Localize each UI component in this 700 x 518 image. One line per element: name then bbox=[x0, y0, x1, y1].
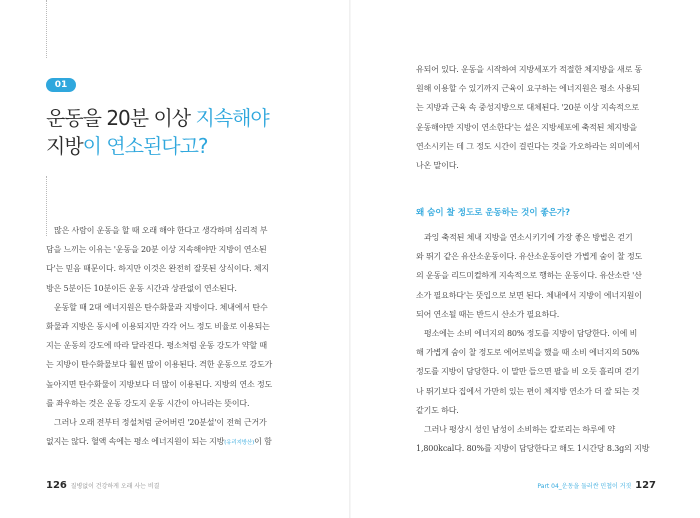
body-line: 화물과 지방은 동시에 이용되지만 각각 어느 정도 비율로 이용되는 bbox=[46, 322, 270, 332]
body-line: 나온 말이다. bbox=[416, 161, 459, 171]
page-number: 127 bbox=[635, 480, 656, 491]
body-line: 다'는 믿음 때문이다. 하지만 이것은 완전히 잘못된 상식이다. 체지 bbox=[46, 264, 270, 274]
body-line: 같기도 하다. bbox=[416, 405, 459, 415]
body-line: 를 좌우하는 것은 운동 강도지 운동 시간이 아니라는 뜻이다. bbox=[46, 398, 250, 408]
section-subheading: 왜 숨이 찰 정도로 운동하는 것이 좋은가? bbox=[416, 208, 571, 218]
body-line: 과잉 축적된 체내 지방을 연소시키기에 가장 좋은 방법은 걷기 bbox=[424, 233, 633, 242]
page-number: 126 bbox=[46, 480, 67, 491]
title-line2-dark: 이 연소된다고? bbox=[82, 134, 208, 158]
body-line: 나 뛰기보다 집에서 가만히 있는 편이 체지방 연소가 더 잘 되는 것 bbox=[416, 386, 640, 396]
body-line: 되어 연소될 때는 반드시 산소가 필요하다. bbox=[416, 309, 560, 319]
title-line2-accent: 지방 bbox=[46, 134, 83, 158]
body-line: 해 가볍게 숨이 찰 정도로 에어로빅을 했을 때 소비 에너지의 50% bbox=[416, 348, 640, 358]
body-line: 그러나 평상시 성인 남성이 소비하는 칼로리는 하루에 약 bbox=[424, 425, 616, 435]
right-body-top bbox=[416, 60, 672, 175]
right-body-bottom bbox=[416, 228, 672, 458]
title-line1-accent: 지속해야 bbox=[195, 106, 269, 130]
body-line: 평소에는 소비 에너지의 80% 정도를 지방이 담당한다. 이에 비 bbox=[424, 329, 638, 339]
body-line: 원해 이용할 수 있기까지 근육이 요구하는 에너지원은 평소 사용되 bbox=[416, 84, 640, 94]
left-body bbox=[46, 221, 308, 453]
book-title: 질병없이 건강하게 오래 사는 비결 bbox=[70, 483, 160, 490]
body-line: 연소시키는 데 그 정도 시간이 걸린다는 것을 가오하라는 의미에서 bbox=[416, 141, 640, 151]
body-line: 는 지방과 근육 속 중성지방으로 대체된다. '20분 이상 지속적으로 bbox=[416, 103, 639, 113]
body-line: 운동할 때 2대 에너지원은 탄수화물과 지방이다. 체내에서 탄수 bbox=[54, 302, 268, 312]
body-line: 많은 사람이 운동을 할 때 오래 해야 한다고 생각하며 심리적 부 bbox=[54, 226, 268, 235]
right-page bbox=[350, 0, 700, 518]
body-line-text: 없지는 않다. 혈액 속에는 평소 에너지원이 되는 지방 bbox=[46, 437, 225, 447]
body-line: 정도를 지방이 담당한다. 이 말만 들으면 팔을 비 오듯 흘리며 걷기 bbox=[416, 367, 640, 377]
body-line-tail: 이 함 bbox=[254, 437, 272, 447]
section-badge: 01 bbox=[46, 78, 76, 92]
body-line: 담을 느끼는 이유는 '운동을 20분 이상 지속해야만 지방이 연소된 bbox=[46, 245, 267, 255]
body-line: 는 지방이 탄수화물보다 훨씬 많이 이용된다. 격한 운동으로 강도가 bbox=[46, 360, 273, 370]
body-line: 의 운동을 리드미컬하게 지속적으로 행하는 운동이다. 유산소란 '산 bbox=[416, 271, 642, 281]
body-line: 운동해야만 지방이 연소한다'는 설은 지방세포에 축적된 체지방을 bbox=[416, 122, 638, 132]
left-footer bbox=[46, 480, 159, 491]
body-line: 와 뛰기 같은 유산소운동이다. 유산소운동이란 가볍게 숨이 찰 정도 bbox=[416, 252, 643, 262]
body-line-last bbox=[46, 432, 308, 453]
body-line: 1,800kcal다. 80%를 지방이 담당한다고 해도 1시간당 8.3g의 지방 bbox=[416, 444, 650, 454]
title-line1-dark: 운동을 20분 이상 bbox=[46, 106, 196, 130]
dotted-rule-top bbox=[46, 0, 47, 58]
body-line: 그러나 오래 전부터 정설처럼 굳어버린 '20분설'이 전혀 근거가 bbox=[54, 418, 267, 428]
part-title: Part 04_운동을 둘러싼 민첩이 거짓 bbox=[537, 483, 632, 490]
body-line: 유되어 있다. 운동을 시작하여 지방세포가 적절한 체지방을 새로 동 bbox=[416, 65, 643, 74]
body-line: 소가 필요하다'는 뜻입으로 보면 된다. 체내에서 지방이 에너지원이 bbox=[416, 290, 642, 300]
body-line: 높아지면 탄수화물이 지방보다 더 많이 이용된다. 지방의 연소 정도 bbox=[46, 379, 273, 389]
right-footer bbox=[537, 480, 656, 491]
page-title bbox=[46, 104, 306, 160]
inline-note: (유리지방산) bbox=[224, 440, 255, 447]
body-line: 지는 운동의 강도에 따라 달라진다. 평소처럼 운동 강도가 약할 때 bbox=[46, 341, 267, 351]
body-line: 방은 5분이든 10분이든 운동 시간과 상관없이 연소된다. bbox=[46, 283, 237, 293]
